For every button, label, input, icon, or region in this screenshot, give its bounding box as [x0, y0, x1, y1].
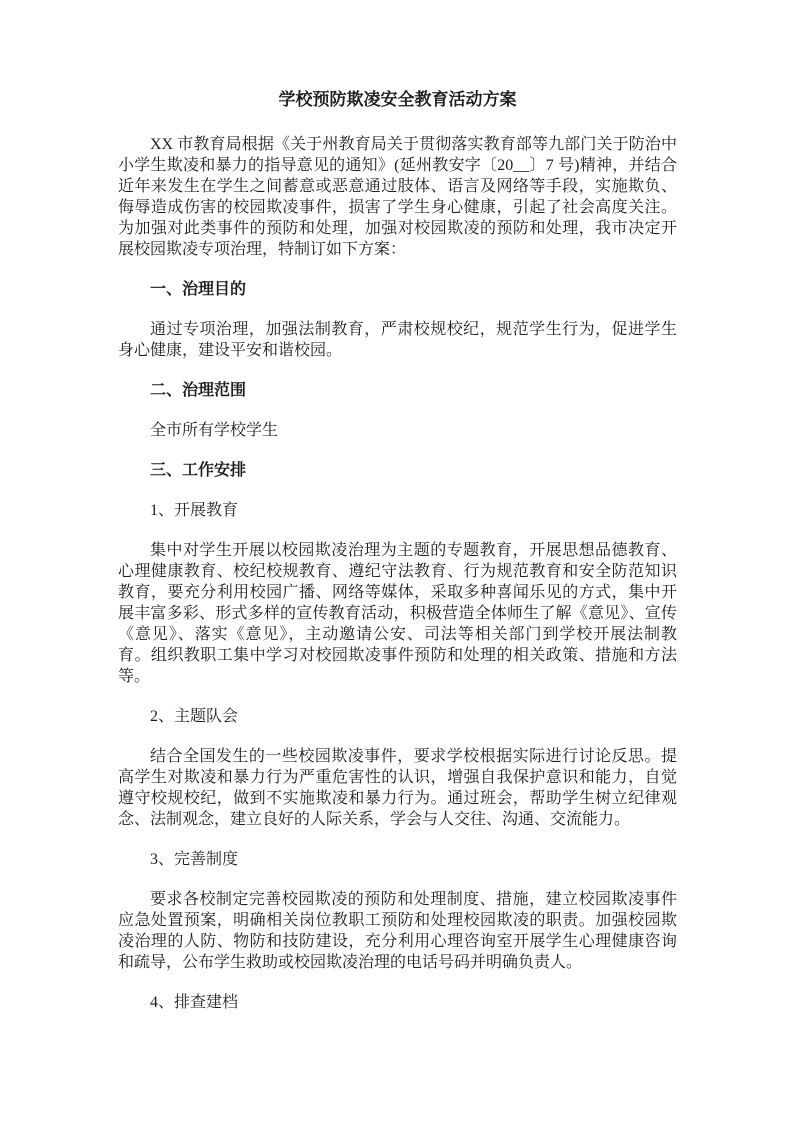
work-item-2-label: 2、主题队会: [150, 708, 239, 725]
work-item-3-body: 要求各校制定完善校园欺凌的预防和处理制度、措施，建立校园欺凌事件应急处置预案，明确相关岗位教职工预防和处理校园欺凌的职责。加强校园欺凌治理的人防、物防和技防建设，充分利用心理咨询室开展学生心理健康咨询和疏导，公布学生救助或校园欺凌治理的电话号码并明确负责人。: [118, 891, 677, 971]
section-1-heading: 一、治理目的: [150, 281, 247, 298]
work-item-3-label: 3、完善制度: [150, 851, 239, 868]
section-2-body: 全市所有学校学生: [150, 422, 279, 439]
work-item-2-body: 结合全国发生的一些校园欺凌事件，要求学校根据实际进行讨论反思。提高学生对欺凌和暴力行为严重危害性的认识，增强自我保护意识和能力，自觉遵守校规校纪，做到不实施欺凌和暴力行为。通过班会，帮助学生树立纪律观念、法制观念，建立良好的人际关系，学会与人交往、沟通、交流能力。: [118, 748, 677, 828]
work-item-4-label: 4、排查建档: [150, 994, 239, 1011]
work-item-1-body: 集中对学生开展以校园欺凌治理为主题的专题教育，开展思想品德教育、心理健康教育、校纪校规教育、遵纪守法教育、行为规范教育和安全防范知识教育，要充分利用校园广播、网络等媒体，采取多种喜闻乐见的方式，集中开展丰富多彩、形式多样的宣传教育活动，积极营造全体师生了解《意见》、宣传《意见》、落实《意见》，主动邀请公安、司法等相关部门到学校开展法制教育。组织教职工集中学习对校园欺凌事件预防和处理的相关政策、措施和方法等。: [118, 542, 677, 685]
section-2-heading: 二、治理范围: [150, 382, 247, 399]
intro-paragraph: XX 市教育局根据《关于州教育局关于贯彻落实教育部等九部门关于防治中小学生欺凌和暴力的指导意见的通知》(延州教安字〔20__〕7 号)精神，并结合近年来发生在学生之间蓄意或恶意通过肢体、语言及网络等手段，实施欺负、侮辱造成伤害的校园欺凌事件，损害了学生身心健康，引起了社会高度关注。为加强对此类事件的预防和处理，加强对校园欺凌的预防和处理，我市决定开展校园欺凌专项治理，特制订如下方案：: [118, 136, 677, 258]
section-3-heading: 三、工作安排: [150, 462, 247, 479]
document-title: 学校预防欺凌安全教育活动方案: [278, 90, 517, 109]
section-1-body: 通过专项治理，加强法制教育，严肃校规校纪，规范学生行为，促进学生身心健康，建设平安和谐校园。: [118, 321, 677, 359]
work-item-1-label: 1、开展教育: [150, 502, 239, 519]
